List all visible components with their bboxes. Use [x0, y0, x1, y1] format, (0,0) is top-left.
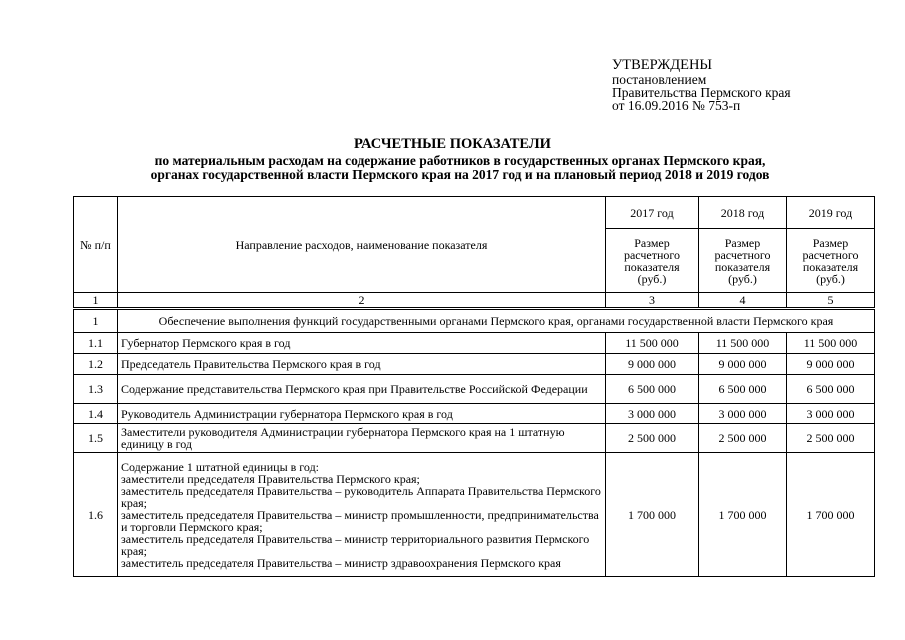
row-value-2019: 1 700 000 [787, 453, 875, 577]
header-unit-2019: Размер расчетного показателя (руб.) [787, 229, 875, 293]
header-year-2019: 2019 год [787, 197, 875, 229]
table-row [74, 404, 875, 424]
column-number-row [74, 293, 875, 309]
row-value-2018: 11 500 000 [699, 333, 787, 354]
row-num: 1.2 [74, 354, 118, 375]
row-value-2019: 3 000 000 [787, 404, 875, 424]
section-title: Обеспечение выполнения функций государственными органами Пермского края, органами государственной власти Пермского края [118, 309, 875, 333]
approval-heading: УТВЕРЖДЕНЫ [612, 57, 713, 73]
col-number-4: 4 [699, 293, 787, 309]
row-line: заместитель председателя Правительства – руководитель Аппарата Правительства Пермского края; [121, 483, 601, 510]
header-year-2017: 2017 год [606, 197, 699, 229]
row-num: 1.1 [74, 333, 118, 354]
col-number-1: 1 [74, 293, 118, 309]
document-subtitle [60, 154, 860, 182]
approval-line-1: постановлением [612, 72, 707, 87]
row-name: Руководитель Администрации губернатора Пермского края в год [118, 404, 606, 424]
subtitle-line-1: по материальным расходам на содержание работников в государственных органах Пермского края, [154, 153, 766, 168]
row-line: заместитель председателя Правительства – министр территориального развития Пермского края; [121, 531, 590, 558]
row-value-2018: 3 000 000 [699, 404, 787, 424]
header-num: № п/п [74, 197, 118, 293]
approval-line-2: Правительства Пермского края [612, 85, 791, 100]
table-row [74, 354, 875, 375]
approval-stamp [612, 58, 892, 112]
row-value-2018: 1 700 000 [699, 453, 787, 577]
table-row [74, 333, 875, 354]
subtitle-line-2: органах государственной власти Пермского края на 2017 год и на плановый период 2018 и 2019 годов [150, 167, 770, 182]
row-value-2018: 9 000 000 [699, 354, 787, 375]
row-name: Заместители руководителя Администрации губернатора Пермского края на 1 штатную единицу в год [118, 424, 606, 453]
row-name-multiline [118, 453, 606, 577]
header-year-2018: 2018 год [699, 197, 787, 229]
row-num: 1.3 [74, 375, 118, 404]
row-num: 1.5 [74, 424, 118, 453]
row-value-2019: 9 000 000 [787, 354, 875, 375]
row-num: 1.6 [74, 453, 118, 577]
row-value-2017: 6 500 000 [606, 375, 699, 404]
table-row [74, 453, 875, 577]
row-value-2019: 11 500 000 [787, 333, 875, 354]
table-row [74, 375, 875, 404]
indicators-table [73, 196, 875, 577]
header-name: Направление расходов, наименование показателя [118, 197, 606, 293]
row-name: Губернатор Пермского края в год [118, 333, 606, 354]
row-value-2017: 2 500 000 [606, 424, 699, 453]
col-number-5: 5 [787, 293, 875, 309]
row-value-2017: 1 700 000 [606, 453, 699, 577]
section-num: 1 [74, 309, 118, 333]
row-value-2018: 2 500 000 [699, 424, 787, 453]
row-line: заместители председателя Правительства Пермского края; [121, 471, 420, 486]
document-title: РАСЧЕТНЫЕ ПОКАЗАТЕЛИ [354, 136, 551, 152]
row-value-2019: 6 500 000 [787, 375, 875, 404]
row-value-2017: 9 000 000 [606, 354, 699, 375]
header-unit-2017: Размер расчетного показателя (руб.) [606, 229, 699, 293]
section-row [74, 309, 875, 333]
row-line: Содержание 1 штатной единицы в год: [121, 459, 320, 474]
header-unit-2018: Размер расчетного показателя (руб.) [699, 229, 787, 293]
col-number-3: 3 [606, 293, 699, 309]
row-line: заместитель председателя Правительства – министр здравоохранения Пермского края [121, 555, 561, 570]
row-value-2017: 3 000 000 [606, 404, 699, 424]
row-num: 1.4 [74, 404, 118, 424]
row-line: заместитель председателя Правительства – министр промышленности, предпринимательства и торговли Пермского края; [121, 507, 599, 534]
row-value-2017: 11 500 000 [606, 333, 699, 354]
row-value-2019: 2 500 000 [787, 424, 875, 453]
row-name: Содержание представительства Пермского края при Правительстве Российской Федерации [118, 375, 606, 404]
col-number-2: 2 [118, 293, 606, 309]
row-name: Председатель Правительства Пермского края в год [118, 354, 606, 375]
header-row-years [74, 197, 875, 229]
row-value-2018: 6 500 000 [699, 375, 787, 404]
table-row [74, 424, 875, 453]
approval-line-3: от 16.09.2016 № 753-п [612, 98, 741, 113]
